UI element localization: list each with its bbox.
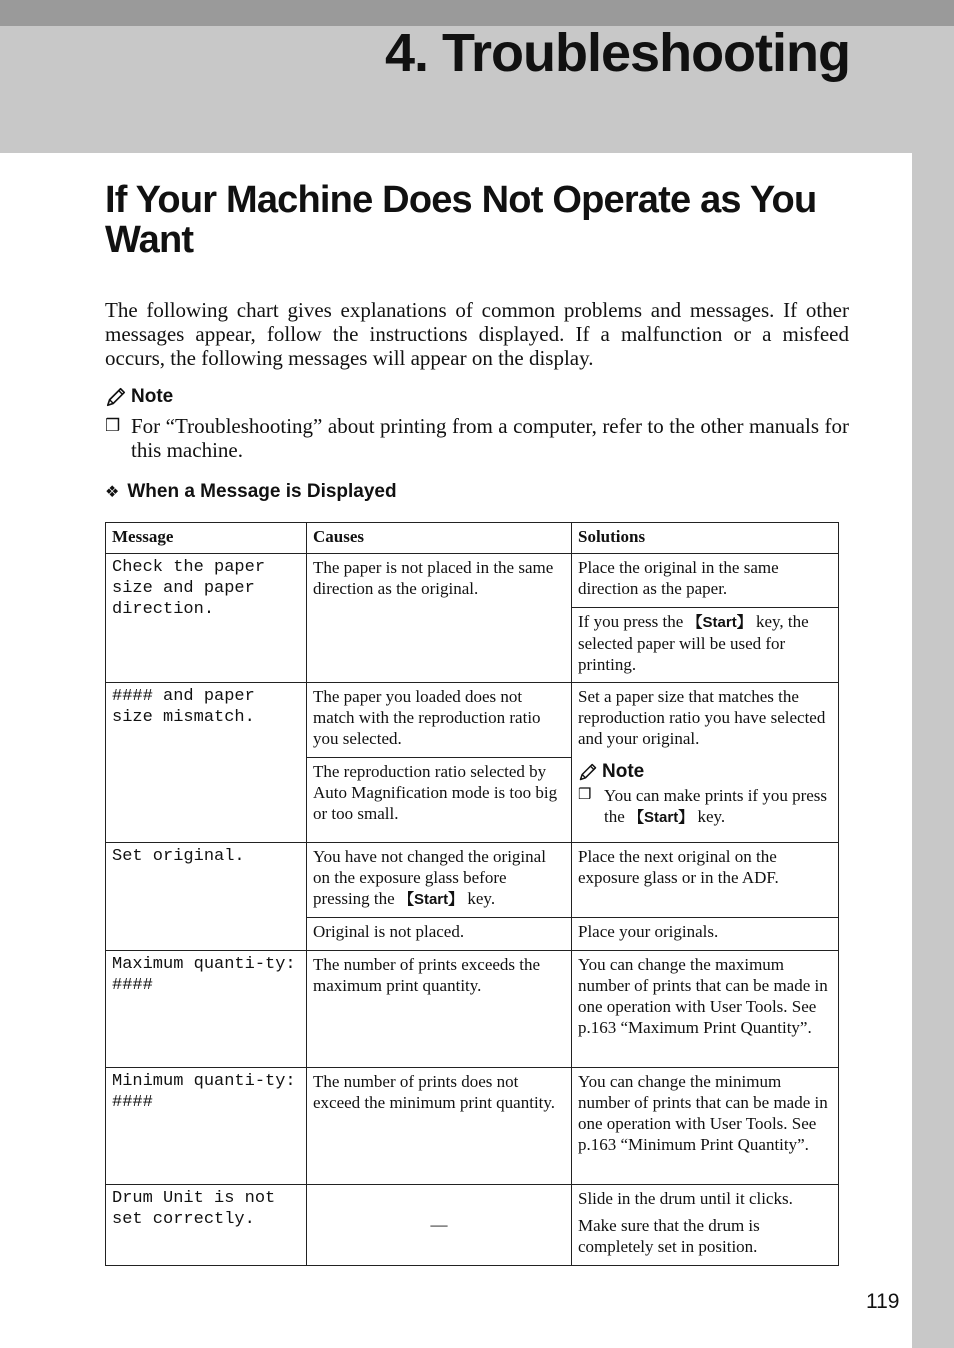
table-header-row (106, 523, 839, 554)
solution-cell (572, 1185, 839, 1266)
cause-text: You have not changed the original on the exposure glass before pressing the (313, 847, 546, 908)
checkbox-bullet-icon: ❒ (105, 416, 121, 435)
intro-paragraph: The following chart gives explanations of common problems and messages. If other messages appear, follow the instructions displayed. If a malfunction or a misfeed occurs, the following messages will appear on the display. (105, 298, 849, 370)
note-text: You can make prints if you press the (604, 786, 828, 826)
cause-text: key. (463, 889, 496, 908)
solution-cell: Place the original in the same direction as the paper. (572, 554, 839, 608)
diamond-bullet-icon: ❖ (105, 484, 120, 501)
messages-table (105, 522, 839, 1266)
pencil-note-icon (105, 386, 127, 408)
note-item-text (604, 785, 832, 828)
header-solutions: Solutions (572, 523, 839, 554)
message-cell: Drum Unit is not set correctly. (106, 1185, 307, 1266)
cause-cell: The paper you loaded does not match with the reproduction ratio you selected. (307, 683, 572, 758)
solution-text: key, the selected paper will be used for printing. (578, 612, 809, 674)
cause-cell (307, 843, 572, 918)
note-item-text: For “Troubleshooting” about printing from a computer, refer to the other manuals for this machine. (131, 414, 849, 462)
table-row (106, 1185, 839, 1266)
note-heading (105, 386, 173, 408)
section-title: If Your Machine Does Not Operate as You Want (105, 179, 817, 261)
page-number: 119 (866, 1290, 900, 1313)
start-key-label: 【Start】 (629, 809, 694, 826)
message-cell: Check the paper size and paper direction. (106, 554, 307, 683)
table-row (106, 843, 839, 918)
solution-text: Make sure that the drum is completely set in position. (578, 1216, 760, 1256)
message-cell: Maximum quanti-ty: #### (106, 951, 307, 1068)
note-item (578, 785, 832, 828)
solution-text: If you press the (578, 612, 688, 631)
note-text: key. (693, 807, 726, 826)
cause-cell: Original is not placed. (307, 918, 572, 951)
checkbox-bullet-icon: ❒ (578, 787, 592, 803)
cause-cell: The number of prints does not exceed the minimum print quantity. (307, 1068, 572, 1185)
note-heading-label: Note (602, 761, 645, 782)
subsection-heading (105, 481, 397, 503)
table-row (106, 1068, 839, 1185)
cause-cell: The reproduction ratio selected by Auto Magnification mode is too big or too small. (307, 758, 572, 843)
header-causes: Causes (307, 523, 572, 554)
page-edge-tab (912, 153, 954, 1348)
message-cell: Set original. (106, 843, 307, 951)
solution-cell: You can change the maximum number of prints that can be made in one operation with User Tools. See p.163 “Maximum Print Quantity”. (572, 951, 839, 1068)
cause-cell: The number of prints exceeds the maximum print quantity. (307, 951, 572, 1068)
cause-cell: — (307, 1185, 572, 1266)
table-row (106, 951, 839, 1068)
note-item (105, 414, 849, 462)
note-heading (578, 761, 832, 782)
pencil-note-icon (578, 762, 598, 782)
solution-cell: Place the next original on the exposure glass or in the ADF. (572, 843, 839, 918)
start-key-label: 【Start】 (398, 891, 464, 908)
start-key-label: 【Start】 (687, 614, 752, 631)
message-cell: Minimum quanti-ty: #### (106, 1068, 307, 1185)
chapter-title: 4. Troubleshooting (385, 23, 850, 83)
solution-cell (572, 608, 839, 683)
solution-cell: You can change the minimum number of prints that can be made in one operation with User Tools. See p.163 “Minimum Print Quantity”. (572, 1068, 839, 1185)
solution-cell (572, 683, 839, 843)
subsection-title: When a Message is Displayed (127, 481, 397, 502)
table-row (106, 554, 839, 608)
header-message: Message (106, 523, 307, 554)
solution-cell: Place your originals. (572, 918, 839, 951)
message-cell: #### and paper size mismatch. (106, 683, 307, 843)
table-row (106, 683, 839, 758)
solution-text: Set a paper size that matches the reproduction ratio you have selected and your original. (578, 687, 826, 748)
solution-text: Slide in the drum until it clicks. (578, 1189, 793, 1208)
cause-cell: The paper is not placed in the same direction as the original. (307, 554, 572, 683)
note-heading-label: Note (131, 386, 174, 407)
